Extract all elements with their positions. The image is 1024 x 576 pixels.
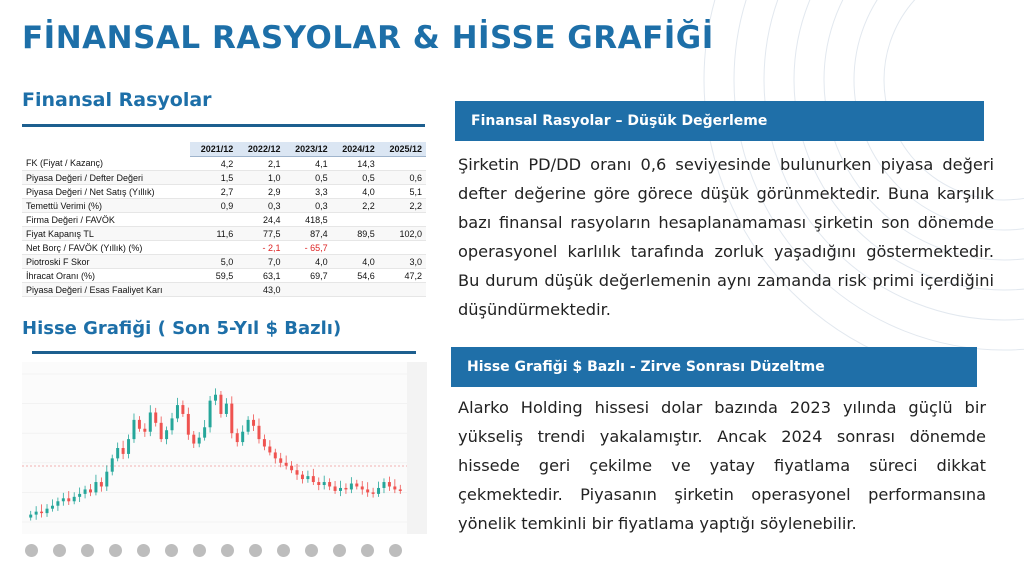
table-cell: 2,9 — [237, 185, 284, 199]
table-cell: 4,2 — [190, 157, 237, 171]
candle — [268, 447, 271, 453]
candle — [56, 501, 59, 505]
candle — [339, 488, 342, 491]
table-cell: - 65,7 — [284, 241, 331, 255]
candle — [160, 423, 163, 439]
candle — [312, 476, 315, 482]
table-cell: 0,6 — [379, 171, 426, 185]
toolbar-dot-icon[interactable] — [53, 544, 66, 557]
table-cell: 0,3 — [284, 199, 331, 213]
toolbar-dot-icon[interactable] — [25, 544, 38, 557]
table-cell: 102,0 — [379, 227, 426, 241]
table-cell: 2,2 — [379, 199, 426, 213]
candle — [165, 430, 168, 439]
candle — [176, 405, 179, 418]
candle — [73, 497, 76, 501]
candle — [377, 488, 380, 494]
table-cell — [379, 157, 426, 171]
candle — [344, 488, 347, 489]
candle — [46, 509, 49, 513]
page-title: FİNANSAL RASYOLAR & HİSSE GRAFİĞİ — [22, 20, 714, 56]
table-cell — [379, 213, 426, 227]
table-cell — [284, 283, 331, 297]
toolbar-dot-icon[interactable] — [81, 544, 94, 557]
table-cell: 3,0 — [379, 255, 426, 269]
table-row — [22, 185, 426, 199]
candle — [372, 492, 375, 493]
column-header: 2023/12 — [284, 142, 331, 157]
column-header: 2022/12 — [237, 142, 284, 157]
toolbar-dot-icon[interactable] — [277, 544, 290, 557]
candle — [192, 435, 195, 444]
price-axis — [407, 362, 427, 534]
candle — [393, 486, 396, 489]
table-cell: 2,2 — [332, 199, 379, 213]
candle — [274, 452, 277, 458]
candle — [290, 466, 293, 470]
candle — [214, 395, 217, 401]
candle — [51, 506, 54, 509]
candle — [366, 489, 369, 492]
table-cell — [332, 213, 379, 227]
candle — [40, 512, 43, 513]
candle — [257, 426, 260, 439]
toolbar-dot-icon[interactable] — [221, 544, 234, 557]
candle — [285, 463, 288, 466]
table-cell: 14,3 — [332, 157, 379, 171]
candle — [29, 515, 32, 518]
row-label: İhracat Oranı (%) — [22, 269, 190, 283]
stock-chart — [22, 362, 427, 534]
candle — [171, 418, 174, 430]
table-cell: 5,0 — [190, 255, 237, 269]
table-cell — [332, 241, 379, 255]
table-cell: 77,5 — [237, 227, 284, 241]
candle — [236, 433, 239, 442]
row-label: Temettü Verimi (%) — [22, 199, 190, 213]
candle — [219, 395, 222, 414]
candle — [181, 405, 184, 414]
candle — [399, 489, 402, 490]
table-cell: 87,4 — [284, 227, 331, 241]
toolbar-dot-icon[interactable] — [389, 544, 402, 557]
table-cell — [379, 283, 426, 297]
candle — [230, 404, 233, 434]
table-cell: 54,6 — [332, 269, 379, 283]
table-cell — [379, 241, 426, 255]
table-cell — [190, 213, 237, 227]
table-cell — [332, 283, 379, 297]
candle — [203, 427, 206, 437]
table-row — [22, 255, 426, 269]
toolbar-dot-icon[interactable] — [165, 544, 178, 557]
row-label: Piyasa Değeri / Defter Değeri — [22, 171, 190, 185]
row-label: Piotroski F Skor — [22, 255, 190, 269]
candle — [382, 482, 385, 488]
table-row — [22, 213, 426, 227]
table-cell — [190, 283, 237, 297]
toolbar-dot-icon[interactable] — [333, 544, 346, 557]
table-row — [22, 283, 426, 297]
candle — [122, 448, 125, 454]
row-label: Net Borç / FAVÖK (Yıllık) (%) — [22, 241, 190, 255]
candle — [187, 414, 190, 435]
column-header: 2024/12 — [332, 142, 379, 157]
toolbar-dot-icon[interactable] — [249, 544, 262, 557]
candle — [94, 482, 97, 492]
table-header-row — [22, 142, 426, 157]
chart-section-title: Hisse Grafiği ( Son 5-Yıl $ Bazlı) — [22, 318, 342, 339]
candle — [84, 489, 87, 493]
row-label: Piyasa Değeri / Net Satış (Yıllık) — [22, 185, 190, 199]
candle — [143, 429, 146, 432]
toolbar-dot-icon[interactable] — [137, 544, 150, 557]
candle — [154, 412, 157, 422]
candle — [328, 482, 331, 486]
candle — [35, 512, 38, 515]
candle — [247, 420, 250, 432]
candle — [116, 448, 119, 458]
column-header: 2021/12 — [190, 142, 237, 157]
table-cell: 0,5 — [332, 171, 379, 185]
candle — [334, 486, 337, 490]
toolbar-dot-icon[interactable] — [361, 544, 374, 557]
table-cell: 4,0 — [332, 255, 379, 269]
table-cell: 89,5 — [332, 227, 379, 241]
candle — [100, 482, 103, 486]
table-cell: 47,2 — [379, 269, 426, 283]
candle — [388, 482, 391, 486]
column-header: 2025/12 — [379, 142, 426, 157]
candle — [127, 439, 130, 454]
candle — [361, 486, 364, 489]
candle — [132, 420, 135, 439]
chart-toolbar — [22, 541, 432, 571]
candle — [111, 458, 114, 471]
toolbar-dot-icon[interactable] — [109, 544, 122, 557]
table-cell: 59,5 — [190, 269, 237, 283]
table-cell: 43,0 — [237, 283, 284, 297]
row-label: Fiyat Kapanış TL — [22, 227, 190, 241]
table-cell: 3,3 — [284, 185, 331, 199]
candle — [241, 432, 244, 442]
candle — [279, 458, 282, 462]
row-label: FK (Fiyat / Kazanç) — [22, 157, 190, 171]
toolbar-dot-icon[interactable] — [305, 544, 318, 557]
candlestick-chart-svg — [22, 362, 427, 534]
table-cell: 4,0 — [284, 255, 331, 269]
table-cell: 11,6 — [190, 227, 237, 241]
table-row — [22, 241, 426, 255]
ratios-banner: Finansal Rasyolar – Düşük Değerleme — [455, 101, 984, 141]
toolbar-dot-icon[interactable] — [193, 544, 206, 557]
chart-title-rule — [32, 351, 416, 354]
row-label: Piyasa Değeri / Esas Faaliyet Karı — [22, 283, 190, 297]
ratios-paragraph: Şirketin PD/DD oranı 0,6 seviyesinde bulunurken piyasa değeri defter değerine göre görece düşük görünmektedir. Buna karşılık bazı finansal rasyoların hesaplanamaması şirketin son dönemde operasyonel karlılık tarafında zorluk yaşadığını göstermektedir. Bu durum düşük değerlemenin aynı zamanda risk primi içerdiğini düşündürmektedir. — [458, 155, 994, 319]
candle — [62, 498, 65, 501]
table-cell: 5,1 — [379, 185, 426, 199]
table-cell: 0,3 — [237, 199, 284, 213]
candle — [296, 470, 299, 474]
candle — [252, 420, 255, 426]
table-cell: 69,7 — [284, 269, 331, 283]
candle — [301, 475, 304, 479]
table-row — [22, 157, 426, 171]
candle — [209, 401, 212, 428]
table-cell: 2,7 — [190, 185, 237, 199]
candle — [105, 472, 108, 487]
candle — [350, 484, 353, 490]
table-row — [22, 227, 426, 241]
candle — [78, 494, 81, 497]
table-cell: 0,5 — [284, 171, 331, 185]
ratios-table — [22, 142, 426, 297]
table-row — [22, 171, 426, 185]
table-cell: 1,0 — [237, 171, 284, 185]
candle — [198, 438, 201, 444]
table-cell: - 2,1 — [237, 241, 284, 255]
table-cell: 418,5 — [284, 213, 331, 227]
ratios-section-title: Finansal Rasyolar — [22, 89, 212, 111]
table-cell: 7,0 — [237, 255, 284, 269]
chart-banner: Hisse Grafiği $ Bazlı - Zirve Sonrası Düzeltme — [451, 347, 977, 387]
row-label: Firma Değeri / FAVÖK — [22, 213, 190, 227]
candle — [89, 489, 92, 492]
ratios-title-rule — [22, 124, 425, 127]
candle — [263, 439, 266, 446]
table-cell: 63,1 — [237, 269, 284, 283]
table-row — [22, 199, 426, 213]
table-cell: 24,4 — [237, 213, 284, 227]
candle — [149, 412, 152, 431]
table-cell — [190, 241, 237, 255]
table-cell: 4,1 — [284, 157, 331, 171]
table-cell: 0,9 — [190, 199, 237, 213]
candle — [67, 498, 70, 501]
candle — [317, 482, 320, 485]
candle — [138, 420, 141, 429]
candle — [323, 482, 326, 485]
candle — [355, 484, 358, 487]
chart-paragraph: Alarko Holding hissesi dolar bazında 2023 yılında güçlü bir yükseliş trendi yakalamıştır. Ancak 2024 sonrası dönemde hissede geri çekilme ve yatay fiyatlama süreci dikkat çekmektedir. Piyasanın şirketin operasyonel performansına yönelik temkinli bir fiyatlama yaptığı söylenebilir. — [458, 398, 986, 533]
table-cell: 1,5 — [190, 171, 237, 185]
candle — [306, 476, 309, 479]
table-row — [22, 269, 426, 283]
table-cell: 2,1 — [237, 157, 284, 171]
table-cell: 4,0 — [332, 185, 379, 199]
column-header — [22, 142, 190, 157]
candle — [225, 404, 228, 414]
